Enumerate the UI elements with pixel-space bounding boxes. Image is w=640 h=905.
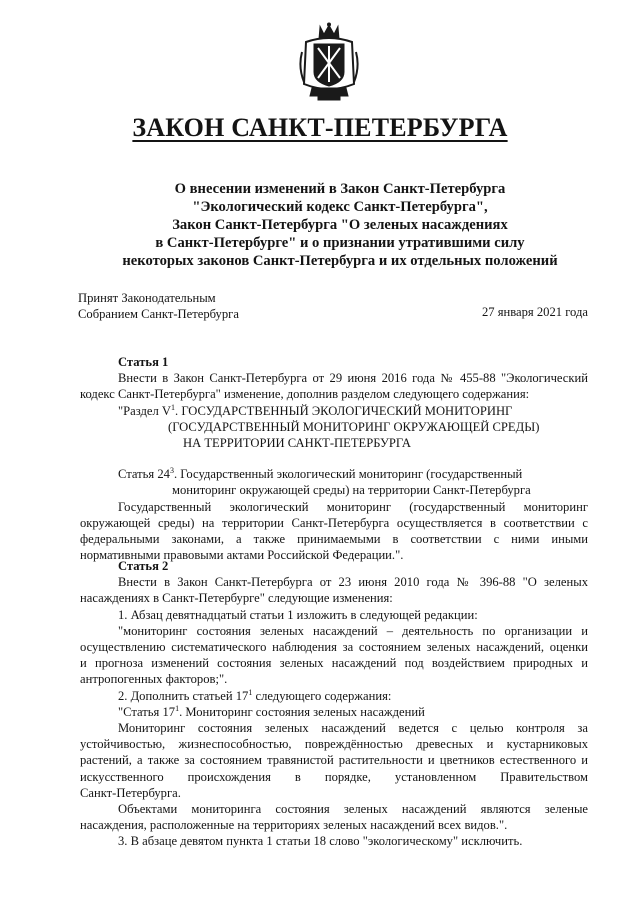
subtitle-line: "Экологический кодекс Санкт-Петербурга",	[192, 199, 488, 215]
article-2-heading: Статья 2	[118, 559, 169, 573]
superscript: 1	[171, 402, 176, 412]
article-prefix: "Статья 17	[118, 704, 176, 719]
law-subtitle	[60, 180, 620, 270]
subtitle-line: Закон Санкт-Петербурга "О зеленых насаждениях	[172, 217, 508, 233]
text-line: Внести в Закон Санкт-Петербурга от 23 июня 2010 года № 396-88 "О зеленых	[118, 575, 588, 590]
text-line: нормативными правовыми актами Российской Федерации.".	[80, 548, 404, 563]
text-line: антропогенных факторов;".	[80, 672, 228, 687]
section-heading-line	[80, 403, 588, 419]
article-2	[80, 558, 588, 850]
superscript: 1	[248, 687, 253, 697]
text-line: 3. В абзаце девятом пункта 1 статьи 18 слово "экологическому" исключить.	[118, 834, 523, 849]
text-line: кодекс Санкт-Петербурга" изменение, дополнив разделом следующего содержания:	[80, 387, 530, 402]
superscript: 3	[169, 466, 174, 476]
text-line	[80, 704, 588, 720]
text-line	[80, 688, 588, 704]
text-line: насаждения, расположенные на территориях зеленых насаждений всех видов.".	[80, 818, 508, 833]
article-heading-line: мониторинг окружающей среды) на территории Санкт-Петербурга	[172, 483, 531, 498]
section-title: . ГОСУДАРСТВЕННЫЙ ЭКОЛОГИЧЕСКИЙ МОНИТОРИНГ	[175, 403, 513, 418]
coat-of-arms-emblem	[298, 22, 360, 102]
section-prefix: "Раздел V	[118, 403, 172, 418]
item-suffix: следующего содержания:	[252, 688, 392, 703]
text-line: Санкт-Петербурга.	[80, 785, 181, 800]
section-heading-line: НА ТЕРРИТОРИИ САНКТ-ПЕТЕРБУРГА	[183, 436, 411, 451]
article-prefix: Статья 24	[118, 467, 170, 482]
adoption-line: Принят Законодательным	[78, 291, 216, 305]
subtitle-line: О внесении изменений в Закон Санкт-Петербурга	[174, 181, 506, 197]
article-heading-line	[80, 466, 588, 482]
text-line: и прогноза изменений состояния зеленых насаждений под воздействием природных и	[80, 656, 588, 671]
adoption-line: Собранием Санкт-Петербурга	[78, 307, 239, 321]
article-title: . Мониторинг состояния зеленых насаждений	[179, 704, 425, 719]
text-line: федеральными законами, а также принимаемыми в соответствии с ними иными	[80, 532, 588, 547]
text-line: Мониторинг состояния зеленых насаждений ведется с целью контроля за	[118, 721, 588, 736]
article-1-heading: Статья 1	[118, 355, 169, 369]
law-title: ЗАКОН САНКТ-ПЕТЕРБУРГА	[132, 113, 508, 142]
superscript: 1	[175, 703, 180, 713]
text-line: Государственный экологический мониторинг (государственный мониторинг	[118, 499, 588, 514]
text-line: 1. Абзац девятнадцатый статьи 1 изложить в следующей редакции:	[118, 607, 478, 622]
text-line: осуществлению систематического наблюдения за состоянием зеленых насаждений, оценки	[80, 640, 588, 655]
text-line: насаждениях в Санкт-Петербурге" следующие изменения:	[80, 591, 393, 606]
text-line: искусственного происхождения в порядке, установленном Правительством	[80, 769, 588, 784]
section-heading-line: (ГОСУДАРСТВЕННЫЙ МОНИТОРИНГ ОКРУЖАЮЩЕЙ СРЕДЫ)	[168, 419, 540, 434]
text-line: устойчивостью, жизнеспособностью, повреждённостью древесных и кустарниковых	[80, 737, 588, 752]
item-prefix: 2. Дополнить статьей 17	[118, 688, 249, 703]
adoption-note	[78, 290, 239, 322]
article-1	[80, 354, 588, 563]
text-line: окружающей среды) на территории Санкт-Петербурга осуществляется в соответствии с	[80, 515, 588, 530]
adoption-date: 27 января 2021 года	[481, 305, 588, 319]
text-line: растений, а также за состоянием травянистой растительности и цветников естественного и	[80, 753, 588, 768]
text-line: Объектами мониторинга состояния зеленых насаждений являются зеленые	[118, 802, 588, 817]
text-line: Внести в Закон Санкт-Петербурга от 29 июня 2016 года № 455-88 "Экологический	[118, 371, 588, 386]
subtitle-line: некоторых законов Санкт-Петербурга и их отдельных положений	[122, 253, 558, 269]
text-line: "мониторинг состояния зеленых насаждений – деятельность по организации и	[118, 623, 588, 638]
article-title: . Государственный экологический мониторинг (государственный	[173, 467, 523, 482]
subtitle-line: в Санкт-Петербурге" и о признании утратившими силу	[155, 235, 525, 251]
